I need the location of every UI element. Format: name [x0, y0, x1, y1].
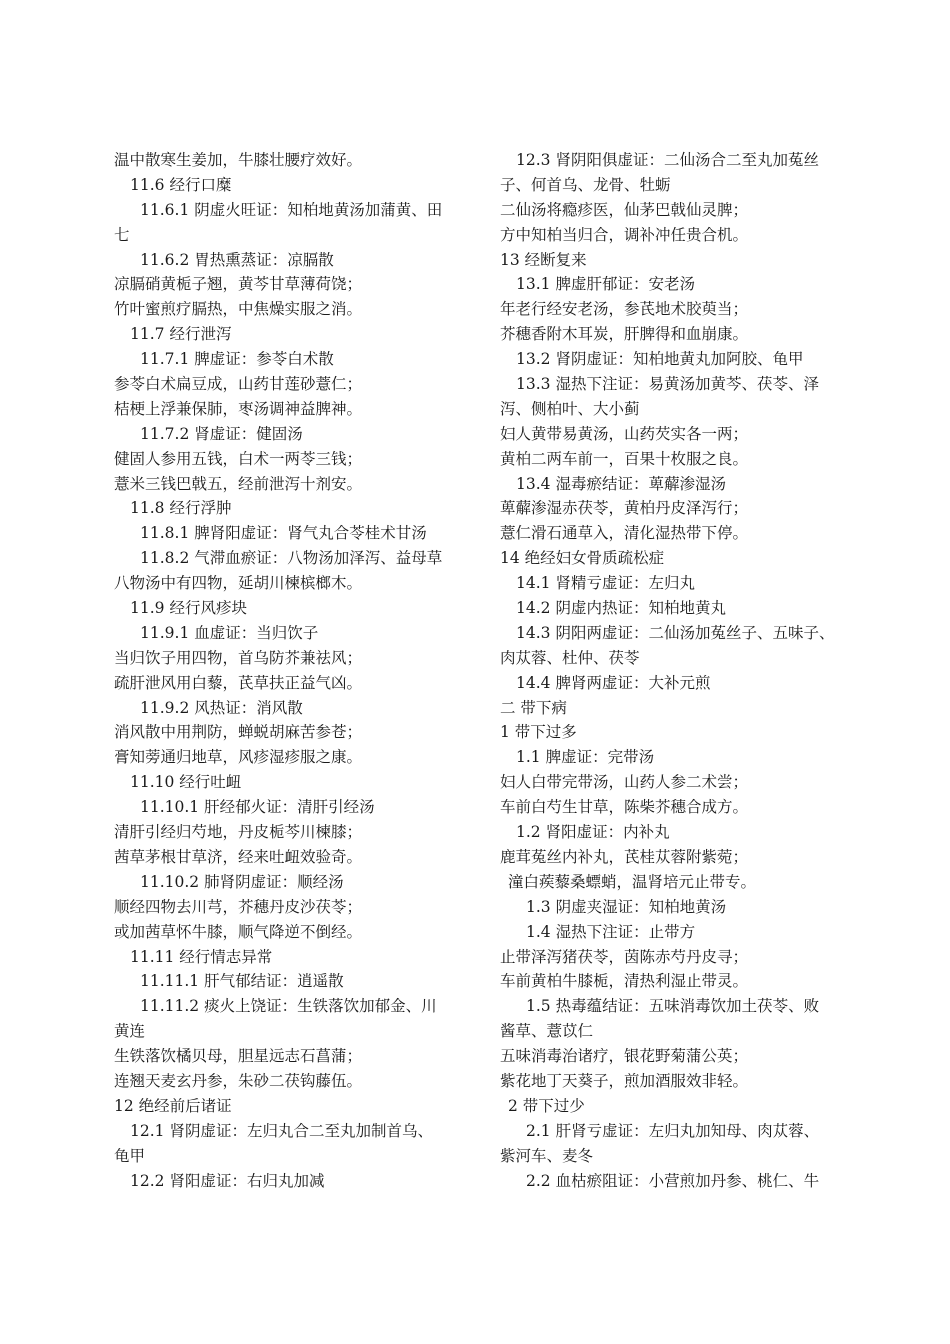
text-line: 11.10.2 肺肾阴虚证：顺经汤: [140, 872, 344, 891]
text-line: 龟甲: [114, 1146, 146, 1165]
text-line: 二仙汤将瘾疹医，仙茅巴戟仙灵脾；: [500, 200, 749, 219]
text-line: 车前黄柏牛膝栀，清热利湿止带灵。: [500, 972, 749, 991]
text-line: 11.9.2 风热证：消风散: [140, 698, 303, 717]
text-line: 13.4 湿毒瘀结证：萆薢渗湿汤: [516, 474, 726, 493]
text-line: 11.8.1 脾肾阳虚证：肾气丸合苓桂术甘汤: [140, 524, 427, 543]
text-line: 14.4 脾肾两虚证：大补元煎: [516, 673, 711, 692]
text-line: 11.11 经行情志异常: [130, 947, 273, 966]
text-line: 生铁落饮橘贝母，胆星远志石菖蒲；: [114, 1047, 363, 1066]
text-line: 2.2 血枯瘀阻证：小营煎加丹参、桃仁、牛: [526, 1171, 820, 1190]
text-line: 13.1 脾虚肝郁证：安老汤: [516, 275, 695, 294]
text-line: 桔梗上浮兼保肺，枣汤调神益脾神。: [114, 399, 363, 418]
text-line: 12 绝经前后诸证: [114, 1096, 232, 1115]
text-line: 膏知蒡通归地草，风疹湿疹服之康。: [114, 748, 363, 767]
text-line: 1 带下过多: [500, 723, 577, 742]
text-line: 温中散寒生姜加，牛膝壮腰疗效好。: [114, 151, 363, 169]
text-line: 11.6 经行口糜: [130, 175, 232, 194]
text-line: 潼白蒺藜桑螵蛸，温肾培元止带专。: [508, 872, 757, 891]
text-line: 12.2 肾阳虚证：右归丸加减: [130, 1171, 325, 1190]
text-line: 芥穗香附木耳炭，肝脾得和血崩康。: [500, 325, 749, 344]
text-line: 黄柏二两车前一，百果十枚服之良。: [500, 449, 749, 468]
text-line: 13.2 肾阴虚证：知柏地黄丸加阿胶、龟甲: [516, 350, 804, 369]
text-line: 薏仁滑石通草入，清化湿热带下停。: [500, 524, 749, 543]
text-line: 健固人参用五钱，白术一两苓三钱；: [114, 449, 363, 468]
text-line: 七: [114, 225, 130, 244]
text-line: 12.1 肾阴虚证：左归丸合二至丸加制首乌、: [130, 1121, 433, 1140]
text-line: 1.2 肾阳虚证：内补丸: [516, 823, 670, 842]
text-line: 清肝引经归芍地，丹皮栀芩川楝膝；: [114, 823, 363, 842]
text-line: 连翘天麦玄丹参，朱砂二茯钩藤伍。: [114, 1071, 363, 1090]
text-line: 11.7.1 脾虚证：参苓白术散: [140, 350, 334, 369]
text-line: 子、何首乌、龙骨、牡蛎: [500, 175, 671, 194]
text-line: 止带泽泻猪茯苓，茵陈赤芍丹皮寻；: [500, 947, 749, 966]
text-line: 紫河车、麦冬: [500, 1146, 594, 1165]
text-line: 顺经四物去川芎，芥穗丹皮沙茯苓；: [114, 897, 363, 916]
text-line: 疏肝泄风用白藜，芪草扶正益气凶。: [114, 673, 363, 692]
text-line: 11.7.2 肾虚证：健固汤: [140, 424, 303, 443]
text-line: 1.3 阴虚夹湿证：知柏地黄汤: [526, 897, 727, 916]
text-line: 11.10.1 肝经郁火证：清肝引经汤: [140, 798, 375, 817]
text-line: 11.9 经行风疹块: [130, 599, 247, 618]
text-line: 2 带下过少: [508, 1096, 585, 1115]
text-line: 当归饮子用四物，首乌防芥兼祛风；: [114, 648, 363, 667]
text-line: 萆薢渗湿赤茯苓，黄柏丹皮泽泻行；: [500, 499, 749, 518]
text-line: 11.7 经行泄泻: [130, 325, 232, 344]
text-line: 五味消毒治诸疗，银花野菊蒲公英；: [500, 1047, 749, 1066]
text-line: 茜草茅根甘草济，经来吐衄效验奇。: [114, 847, 363, 866]
text-line: 13.3 湿热下注证：易黄汤加黄芩、茯苓、泽: [516, 375, 819, 394]
text-line: 11.10 经行吐衄: [130, 773, 242, 792]
text-line: 14.3 阴阳两虚证：二仙汤加菟丝子、五味子、: [516, 623, 835, 642]
text-line: 2.1 肝肾亏虚证：左归丸加知母、肉苁蓉、: [526, 1121, 820, 1140]
text-line: 11.11.1 肝气郁结证：逍遥散: [140, 972, 344, 991]
text-line: 妇人黄带易黄汤，山药芡实各一两；: [500, 424, 749, 443]
text-line: 方中知柏当归合，调补冲任贵合机。: [500, 225, 749, 244]
text-line: 11.11.2 痰火上饶证：生铁落饮加郁金、川: [140, 997, 437, 1016]
text-line: 11.6.2 胃热熏蒸证：凉膈散: [140, 250, 334, 269]
text-line: 肉苁蓉、杜仲、茯苓: [500, 648, 640, 667]
text-line: 或加茜草怀牛膝，顺气降逆不倒经。: [114, 922, 363, 941]
text-line: 11.6.1 阴虚火旺证：知柏地黄汤加蒲黄、田: [140, 200, 443, 219]
text-line: 1.4 湿热下注证：止带方: [526, 922, 696, 941]
text-line: 凉膈硝黄栀子翘，黄芩甘草薄荷饶；: [114, 275, 363, 294]
text-line: 13 经断复来: [500, 250, 587, 269]
text-line: 14.2 阴虚内热证：知柏地黄丸: [516, 599, 726, 618]
text-line: 鹿茸菟丝内补丸，芪桂苁蓉附紫菀；: [500, 847, 749, 866]
text-line: 薏米三钱巴戟五，经前泄泻十剂安。: [114, 474, 363, 493]
text-line: 妇人白带完带汤，山药人参二术尝；: [500, 773, 749, 792]
text-line: 1.5 热毒蕴结证：五味消毒饮加土茯苓、败: [526, 997, 820, 1016]
text-line: 1.1 脾虚证：完带汤: [516, 748, 655, 767]
text-line: 酱草、薏苡仁: [500, 1022, 594, 1041]
text-line: 竹叶蜜煎疗膈热，中焦燥实服之消。: [114, 300, 363, 319]
text-line: 11.8.2 气滞血瘀证：八物汤加泽泻、益母草: [140, 549, 443, 568]
text-line: 11.8 经行浮肿: [130, 499, 232, 518]
text-line: 泻、侧柏叶、大小蓟: [500, 399, 640, 418]
text-line: 14.1 肾精亏虚证：左归丸: [516, 574, 695, 593]
text-line: 11.9.1 血虚证：当归饮子: [140, 623, 319, 642]
text-line: 车前白芍生甘草，陈柴芥穗合成方。: [500, 798, 749, 817]
text-line: 八物汤中有四物，延胡川楝槟榔木。: [114, 574, 363, 593]
text-line: 紫花地丁天葵子，煎加酒服效非轻。: [500, 1071, 749, 1090]
text-line: 参苓白术扁豆成，山药甘莲砂薏仁；: [114, 375, 363, 394]
text-line: 14 绝经妇女骨质疏松症: [500, 549, 665, 568]
text-line: 消风散中用荆防，蝉蜕胡麻苦参苍；: [114, 723, 363, 742]
text-line: 黄连: [114, 1022, 146, 1041]
left-column: [114, 148, 459, 1193]
right-column: [500, 148, 842, 1193]
text-line: 年老行经安老汤，参芪地术胶萸当；: [500, 300, 749, 319]
text-line: 二 带下病: [500, 698, 567, 717]
text-line: 12.3 肾阴阳俱虚证：二仙汤合二至丸加菟丝: [516, 151, 819, 169]
